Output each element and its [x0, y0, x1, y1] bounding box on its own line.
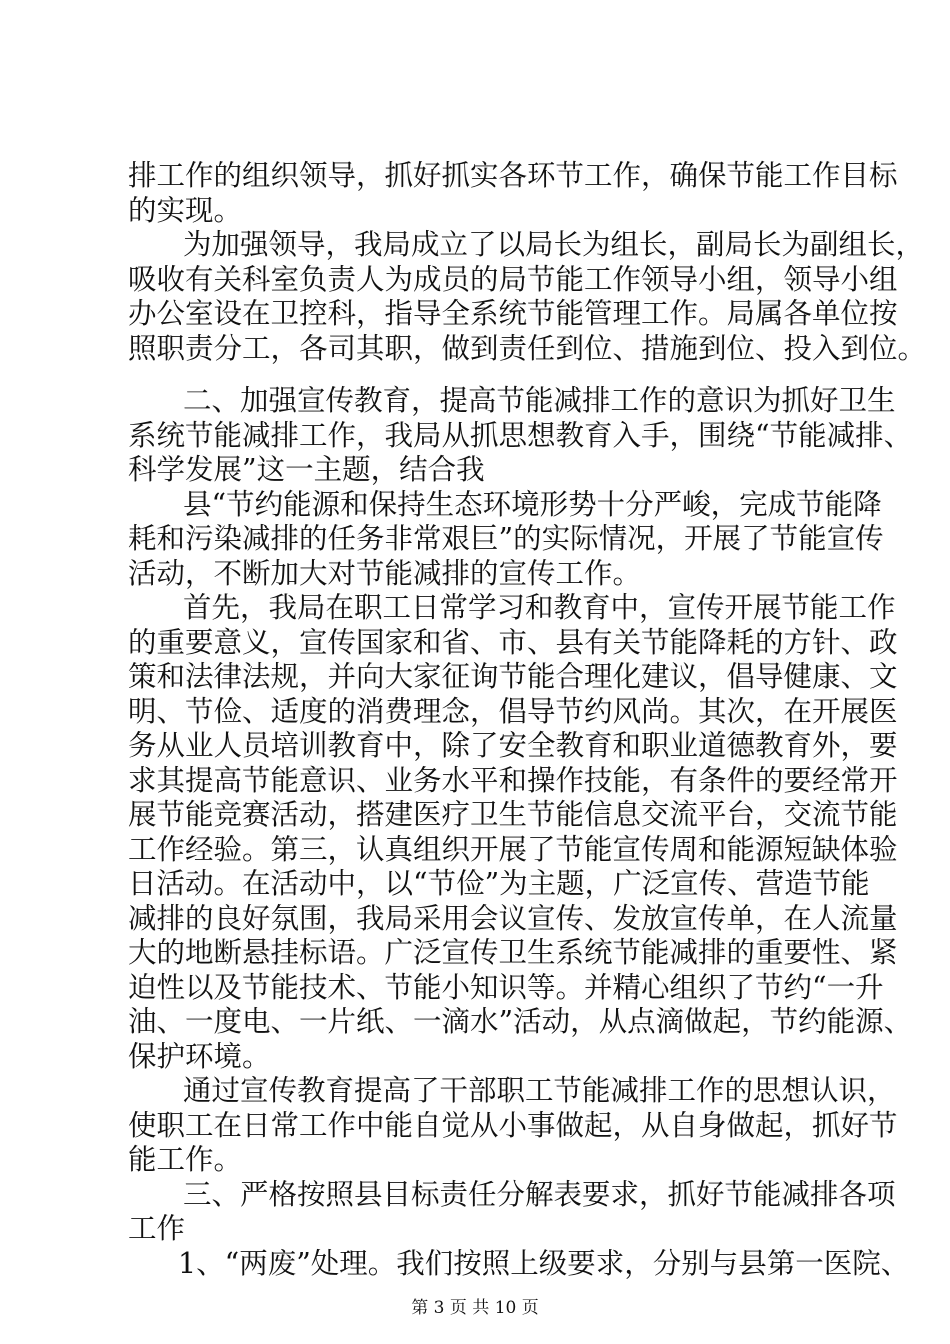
text-line: 照职责分工，各司其职，做到责任到位、措施到位、投入到位。	[128, 332, 927, 365]
text-line: 策和法律法规，并向大家征询节能合理化建议，倡导健康、文	[128, 660, 898, 693]
text-line: 三、严格按照县目标责任分解表要求，抓好节能减排各项	[183, 1178, 896, 1211]
text-line: 耗和污染减排的任务非常艰巨”的实际情况，开展了节能宣传	[128, 522, 884, 555]
text-line: 办公室设在卫控科，指导全系统节能管理工作。局属各单位按	[128, 297, 898, 330]
text-line: 二、加强宣传教育，提高节能减排工作的意识为抓好卫生	[183, 384, 896, 417]
text-line: 为加强领导，我局成立了以局长为组长，副局长为副组长，	[183, 228, 925, 261]
text-line: 能工作。	[128, 1143, 243, 1176]
page-footer: 第 3 页 共 10 页	[411, 1298, 539, 1318]
text-line: 1、“两废”处理。我们按照上级要求，分别与县第一医院、	[178, 1247, 910, 1280]
text-line: 油、一度电、一片纸、一滴水”活动，从点滴做起，节约能源、	[128, 1005, 913, 1038]
text-line: 吸收有关科室负责人为成员的局节能工作领导小组，领导小组	[128, 263, 898, 296]
text-line: 系统节能减排工作，我局从抓思想教育入手，围绕“节能减排、	[128, 419, 913, 452]
text-line: 县“节约能源和保持生态环境形势十分严峻，完成节能降	[183, 488, 882, 521]
text-line: 的重要意义，宣传国家和省、市、县有关节能降耗的方针、政	[128, 626, 898, 659]
text-line: 展节能竞赛活动，搭建医疗卫生节能信息交流平台，交流节能	[128, 798, 898, 831]
text-line: 通过宣传教育提高了干部职工节能减排工作的思想认识，	[183, 1074, 896, 1107]
text-line: 务从业人员培训教育中，除了安全教育和职业道德教育外，要	[128, 729, 898, 762]
text-line: 工作	[128, 1212, 186, 1245]
text-line: 使职工在日常工作中能自觉从小事做起，从自身做起，抓好节	[128, 1109, 898, 1142]
text-line: 活动，不断加大对节能减排的宣传工作。	[128, 557, 642, 590]
text-line: 明、节俭、适度的消费理念，倡导节约风尚。其次，在开展医	[128, 695, 898, 728]
text-line: 排工作的组织领导，抓好抓实各环节工作，确保节能工作目标	[128, 159, 898, 192]
text-line: 求其提高节能意识、业务水平和操作技能，有条件的要经常开	[128, 764, 898, 797]
text-line: 日活动。在活动中，以“节俭”为主题，广泛宣传、营造节能	[128, 867, 870, 900]
text-line: 减排的良好氛围，我局采用会议宣传、发放宣传单，在人流量	[128, 902, 898, 935]
text-line: 科学发展”这一主题，结合我	[128, 453, 485, 486]
text-line: 大的地断悬挂标语。广泛宣传卫生系统节能减排的重要性、紧	[128, 936, 898, 969]
text-line: 首先，我局在职工日常学习和教育中，宣传开展节能工作	[183, 591, 896, 624]
text-line: 工作经验。第三，认真组织开展了节能宣传周和能源短缺体验	[128, 833, 898, 866]
text-line: 的实现。	[128, 194, 243, 227]
text-line: 迫性以及节能技术、节能小知识等。并精心组织了节约“一升	[128, 971, 884, 1004]
text-line: 保护环境。	[128, 1040, 271, 1073]
